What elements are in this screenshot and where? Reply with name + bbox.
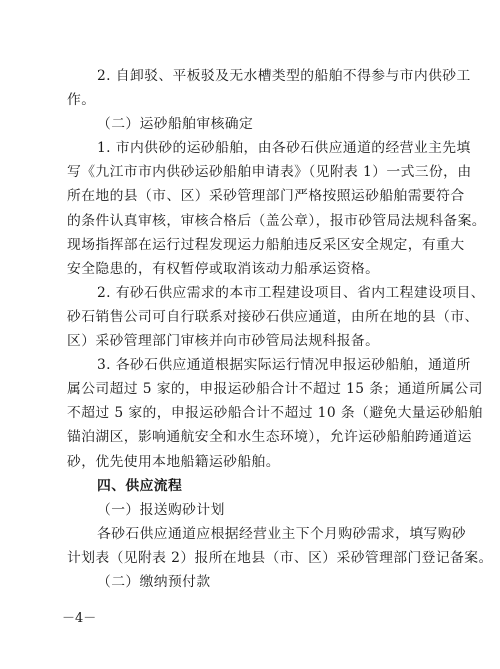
section-heading: （二）运砂船舶审核确定	[97, 116, 254, 132]
page-number: －4－	[62, 611, 97, 626]
text-line: 2. 有砂石供应需求的本市工程建设项目、省内工程建设项目、	[97, 285, 485, 301]
text-line: 区）采砂管理部门审核并向市砂管局法规科报备。	[67, 333, 380, 349]
text-line: 各砂石供应通道应根据经营业主下个月购砂需求，填写购砂	[97, 526, 467, 542]
text-line: 1. 市内供砂的运砂船舶，由各砂石供应通道的经营业主先填	[97, 140, 471, 156]
text-line: 安全隐患的，有权暂停或取消该动力船承运资格。	[67, 261, 380, 277]
text-line: 砂石销售公司可自行联系对接砂石供应通道，由所在地的县（市、	[67, 309, 479, 325]
text-line: 现场指挥部在运行过程发现运力船舶违反采区安全规定，有重大	[67, 237, 465, 253]
text-line: 砂，优先使用本地船籍运砂船舶。	[67, 454, 280, 470]
subsection-heading: （二）缴纳预付款	[97, 574, 211, 590]
text-line: 2. 自卸驳、平板驳及无水槽类型的船舶不得参与市内供砂工	[97, 68, 471, 84]
subsection-heading: （一）报送购砂计划	[97, 502, 225, 518]
text-line: 所在地的县（市、区）采砂管理部门严格按照运砂船舶需要符合	[67, 188, 465, 204]
text-line: 计划表（见附表 2）报所在地县（市、区）采砂管理部门登记备案。	[67, 550, 493, 566]
text-line: 的条件认真审核，审核合格后（盖公章），报市砂管局法规科备案。	[67, 213, 487, 229]
text-line: 属公司超过 5 家的，申报运砂船合计不超过 15 条；通道所属公司	[67, 381, 483, 397]
section-heading: 四、供应流程	[97, 478, 183, 494]
text-line: 写《九江市市内供砂运砂船舶申请表》（见附表 1）一式三份，由	[67, 164, 472, 180]
text-line: 不超过 5 家的，申报运砂船合计不超过 10 条（避免大量运砂船舶	[67, 405, 483, 421]
text-line: 作。	[67, 92, 96, 108]
text-line: 3. 各砂石供应通道根据实际运行情况申报运砂船舶，通道所	[97, 357, 471, 373]
text-line: 锚泊湖区，影响通航安全和水生态环境），允许运砂船舶跨通道运	[67, 429, 472, 445]
